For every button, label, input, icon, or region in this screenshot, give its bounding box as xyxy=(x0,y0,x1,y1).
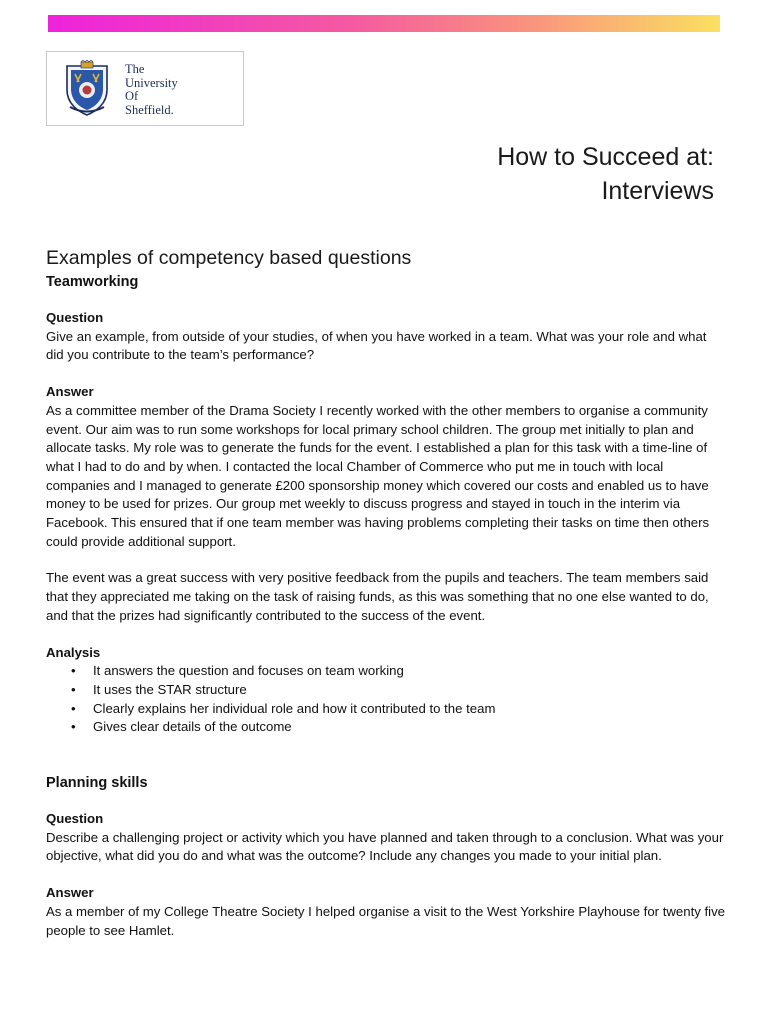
top-gradient-bar xyxy=(48,15,720,32)
bullet-icon: • xyxy=(71,663,76,679)
list-item xyxy=(71,681,726,700)
list-item xyxy=(71,662,726,681)
planning-answer-paragraph-1: As a member of my College Theatre Society I helped organise a visit to the West Yorkshire Playhouse for twenty five people to see Hamlet. xyxy=(46,903,726,938)
teamworking-answer-paragraph-1: As a committee member of the Drama Society I recently worked with the other members to organise a community event. Our aim was to run some workshops for local primary school children. The group met initially to plan and allocate tasks. My role was to generate the funds for the event. I established a plan for this task with a time-line of what I had to do and by when. I contacted the local Chamber of Commerce who put me in touch with local companies and I managed to generate £200 sponsorship money which covered our costs and enabled us to have money to be used for prizes. Our group met weekly to discuss progress and stayed in touch in the interim via Facebook. This ensured that if one team member was having problems completing their tasks on time then others could provide additional support. xyxy=(46,402,710,549)
planning-question-text: Describe a challenging project or activity which you have planned and taken through to a conclusion. What was your objective, what did you do and what was the outcome? Include any changes you made to your initial plan. xyxy=(46,829,724,864)
list-item-text: It uses the STAR structure xyxy=(93,681,247,697)
teamworking-answer-label: Answer xyxy=(46,384,94,400)
analysis-list xyxy=(46,662,726,737)
teamworking-question-label: Question xyxy=(46,310,104,325)
university-name xyxy=(125,63,178,117)
teamworking-question-text: Give an example, from outside of your studies, of when you have worked in a team. What was your role and what did you contribute to the team’s performance? xyxy=(46,328,707,363)
university-name-line-1: The xyxy=(125,62,145,76)
university-name-line-2: University xyxy=(125,75,178,90)
planning-question-label: Question xyxy=(46,811,104,827)
list-item xyxy=(71,718,726,737)
planning-answer-label: Answer xyxy=(46,885,94,901)
section-title: Examples of competency based questions xyxy=(46,247,412,269)
bullet-icon: • xyxy=(71,681,76,697)
page-title-line-1: How to Succeed at: xyxy=(497,143,714,171)
university-crest-icon xyxy=(64,60,110,116)
list-item-text: It answers the question and focuses on team working xyxy=(93,663,404,679)
list-item xyxy=(71,700,726,719)
bullet-icon: • xyxy=(71,719,76,735)
teamworking-analysis-label: Analysis xyxy=(46,644,101,660)
document-body xyxy=(46,244,726,940)
page-title xyxy=(497,140,714,208)
university-name-line-4: Sheffield. xyxy=(125,102,174,117)
bullet-icon: • xyxy=(71,700,76,716)
list-item-text: Gives clear details of the outcome xyxy=(93,719,292,735)
teamworking-heading: Teamworking xyxy=(46,274,139,290)
teamworking-answer-paragraph-2: The event was a great success with very positive feedback from the pupils and teachers. The team members said that they appreciated me taking on the task of raising funds, as this was something that no one else wanted to do, and that the prizes had significantly contributed to the success of the event. xyxy=(46,570,709,623)
university-name-line-3: Of xyxy=(125,89,139,103)
university-logo xyxy=(46,51,244,126)
page-title-line-2: Interviews xyxy=(601,177,714,205)
list-item-text: Clearly explains her individual role and how it contributed to the team xyxy=(93,700,496,716)
planning-heading: Planning skills xyxy=(46,775,148,792)
